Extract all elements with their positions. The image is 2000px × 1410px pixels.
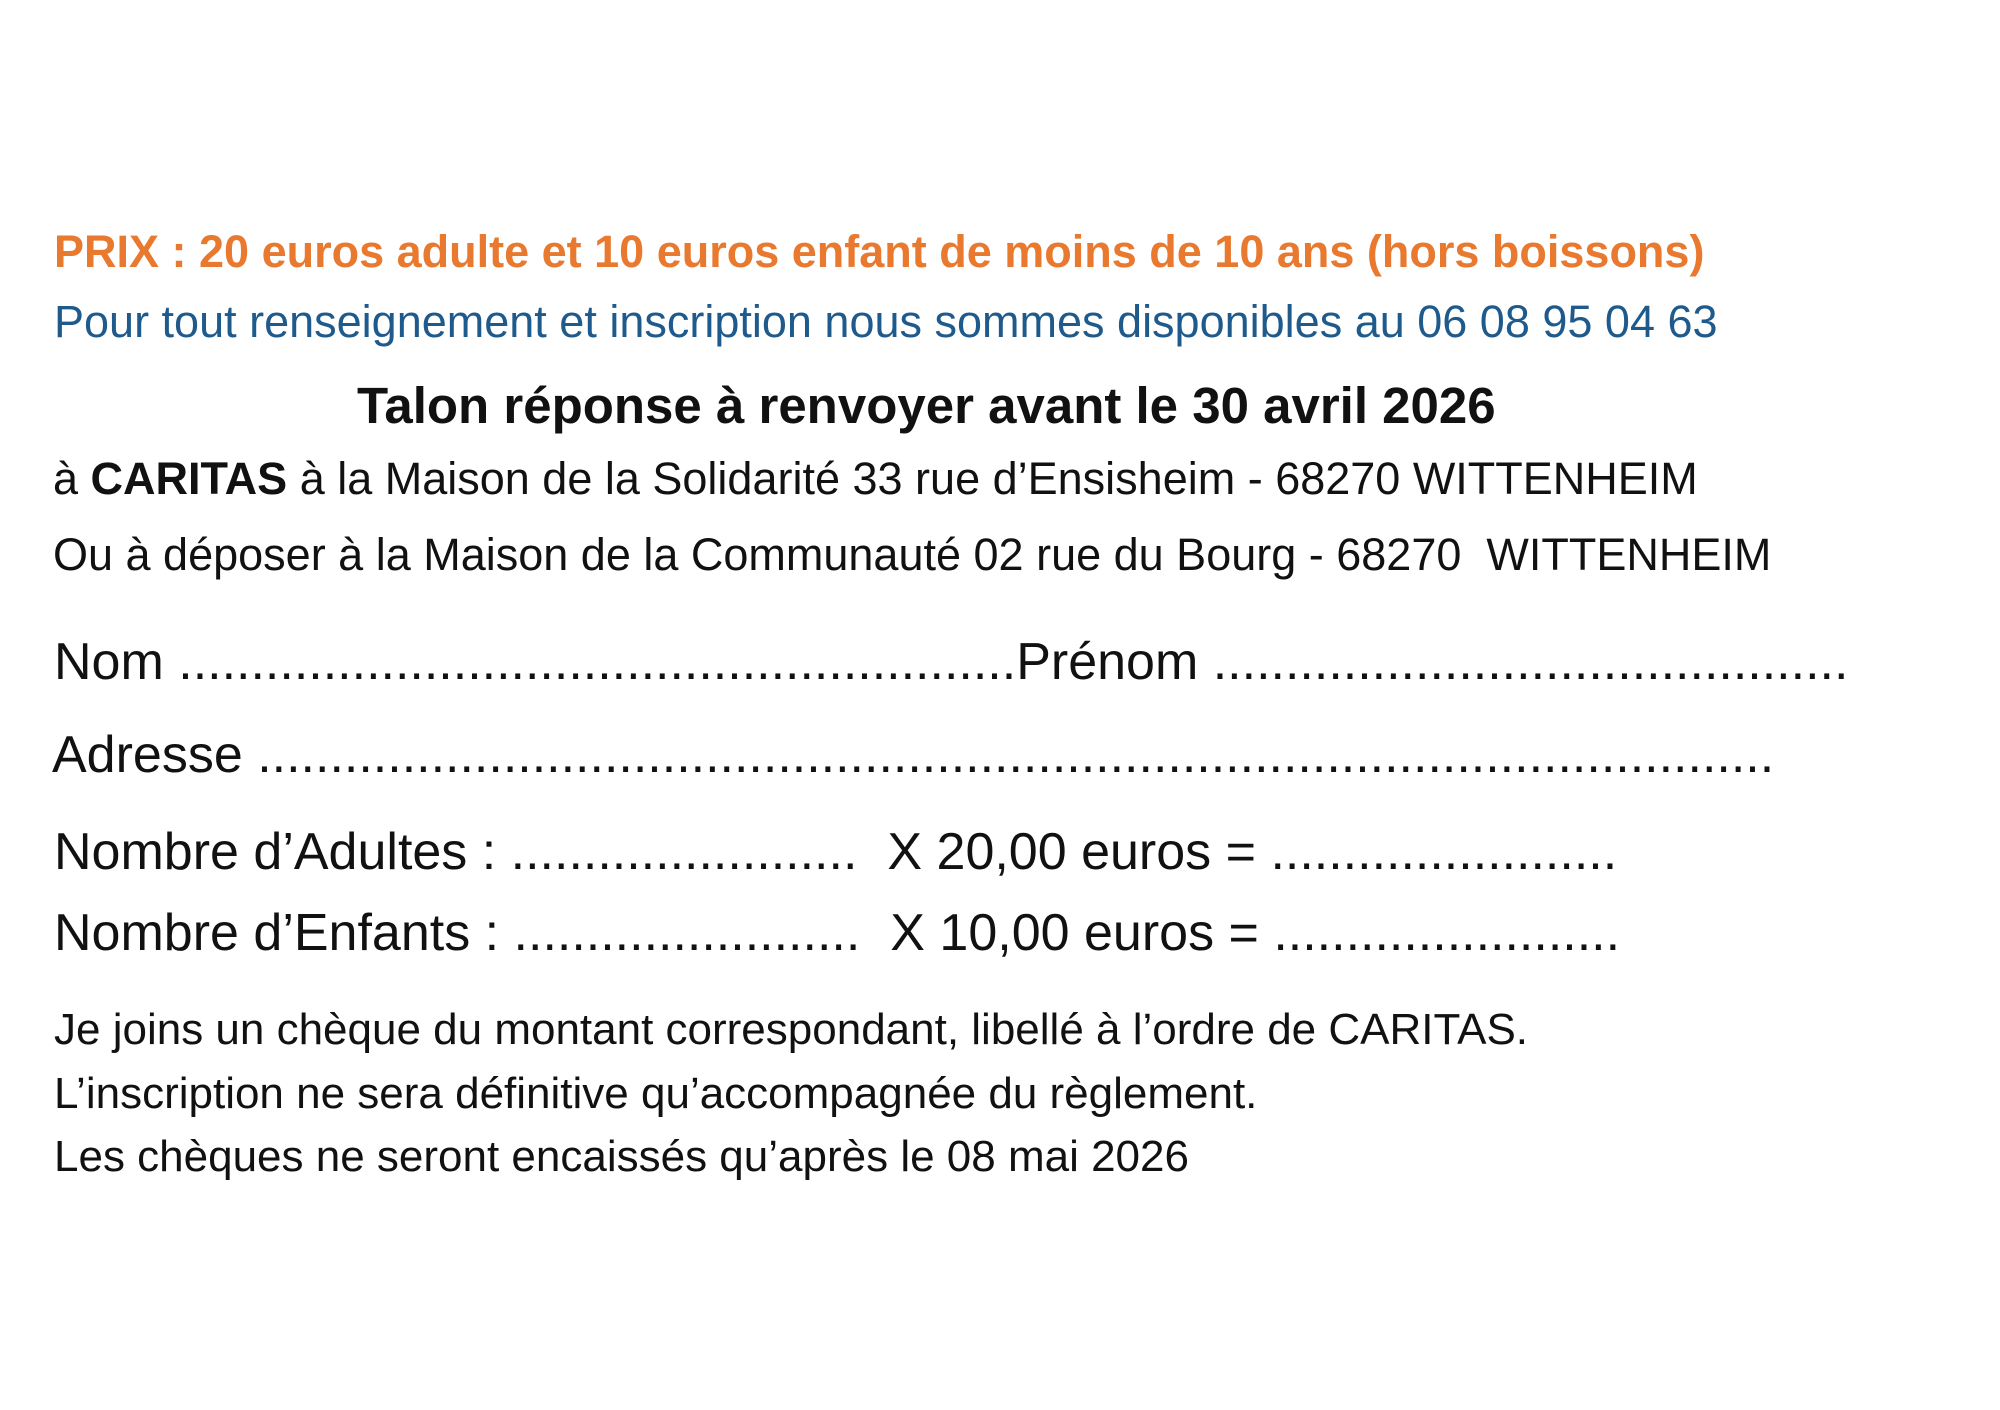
adultes-price: X 20,00 euros = xyxy=(887,823,1271,881)
adresse-label: Adresse xyxy=(52,726,258,784)
payment-note-1: Je joins un chèque du montant correspondant, libellé à l’ordre de CARITAS. xyxy=(54,1005,1529,1054)
payment-note-2: L’inscription ne sera définitive qu’accompagnée du règlement. xyxy=(54,1069,1258,1118)
payment-note-3: Les chèques ne seront encaissés qu’après le 08 mai 2026 xyxy=(54,1132,1189,1181)
enfants-price: X 10,00 euros = xyxy=(890,904,1274,962)
adultes-label: Nombre d’Adultes : xyxy=(54,823,511,881)
adresse-field: ......................................................................................................... xyxy=(257,726,1775,784)
prenom-label: Prénom xyxy=(1016,633,1213,691)
nom-label: Nom xyxy=(54,633,179,691)
send-address-line xyxy=(53,453,1698,504)
adults-row xyxy=(54,823,1618,881)
address-row xyxy=(52,726,1775,784)
children-row xyxy=(54,904,1621,962)
contact-info-line: Pour tout renseignement et inscription nous sommes disponibles au 06 08 95 04 63 xyxy=(54,296,1718,347)
nom-field: .......................................................... xyxy=(178,633,1017,691)
prenom-field: ............................................ xyxy=(1212,633,1849,691)
reply-slip-title: Talon réponse à renvoyer avant le 30 avril 2026 xyxy=(357,377,1496,434)
organization-name: CARITAS xyxy=(90,453,288,504)
enfants-total-field: ........................ xyxy=(1273,904,1621,962)
adultes-total-field: ........................ xyxy=(1270,823,1618,881)
name-row xyxy=(54,633,1849,691)
adultes-count-field: ........................ xyxy=(510,823,858,881)
drop-off-address-line: Ou à déposer à la Maison de la Communauté 02 rue du Bourg - 68270 WITTENHEIM xyxy=(53,529,1772,580)
enfants-count-field: ........................ xyxy=(513,904,861,962)
address-rest: à la Maison de la Solidarité 33 rue d’Ensisheim - 68270 WITTENHEIM xyxy=(287,453,1698,504)
enfants-label: Nombre d’Enfants : xyxy=(54,904,514,962)
price-line: PRIX : 20 euros adulte et 10 euros enfant de moins de 10 ans (hors boissons) xyxy=(54,226,1705,277)
address-prefix: à xyxy=(53,453,91,504)
